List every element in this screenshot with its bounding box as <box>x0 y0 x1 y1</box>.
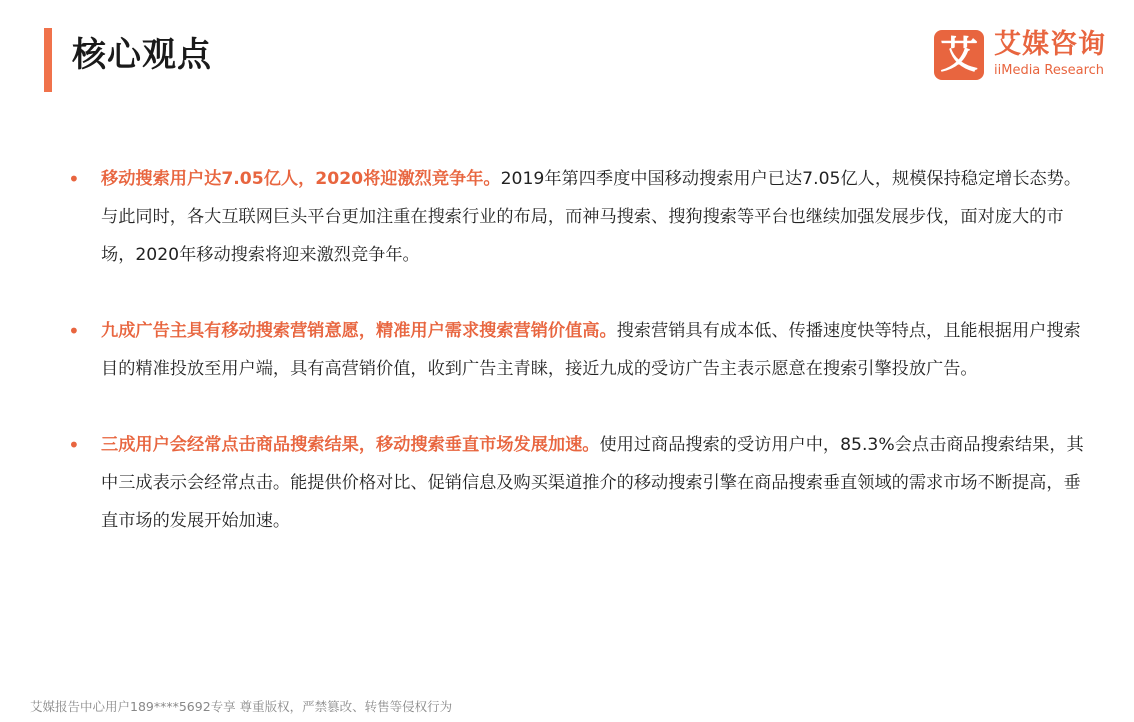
title-accent-bar <box>44 28 52 92</box>
footer-watermark: 艾媒报告中心用户189****5692专享 尊重版权，严禁篡改、转售等侵权行为 <box>30 699 453 714</box>
logo-name-cn: 艾媒咨询 <box>994 29 1106 60</box>
bullet-icon: • <box>68 433 80 457</box>
logo-name-en: iiMedia Research <box>994 63 1105 78</box>
key-points-list <box>64 160 1084 578</box>
key-point-2 <box>64 312 1084 388</box>
key-point-1 <box>64 160 1084 274</box>
point-body: 搜索营销具有成本低、传播速度快等特点，且能根据用户搜索目的精准投放至用户端，具有高营销价值，收到广告主青睐，接近九成的受访广告主表示愿意在搜索引擎投放广告。 <box>101 321 1081 379</box>
point-highlight: 三成用户会经常点击商品搜索结果，移动搜索垂直市场发展加速。 <box>101 435 600 455</box>
iimedia-logo <box>934 30 1118 84</box>
point-body: 使用过商品搜索的受访用户中，85.3%会点击商品搜索结果，其中三成表示会经常点击。能提供价格对比、促销信息及购买渠道推介的移动搜索引擎在商品搜索垂直领域的需求市场不断提高，垂直市场的发展开始加速。 <box>101 435 1084 531</box>
point-highlight: 移动搜索用户达7.05亿人，2020将迎激烈竞争年。 <box>101 169 501 189</box>
point-body: 2019年第四季度中国移动搜索用户已达7.05亿人，规模保持稳定增长态势。与此同时，各大互联网巨头平台更加注重在搜索行业的布局，而神马搜索、搜狗搜索等平台也继续加强发展步伐，面对庞大的市场，2020年移动搜索将迎来激烈竞争年。 <box>101 169 1082 265</box>
key-point-3 <box>64 426 1084 540</box>
point-highlight: 九成广告主具有移动搜索营销意愿，精准用户需求搜索营销价值高。 <box>101 321 617 341</box>
page-title: 核心观点 <box>72 35 212 75</box>
bullet-icon: • <box>68 319 80 343</box>
bullet-icon: • <box>68 167 80 191</box>
logo-mark-icon: 艾 <box>934 30 984 80</box>
